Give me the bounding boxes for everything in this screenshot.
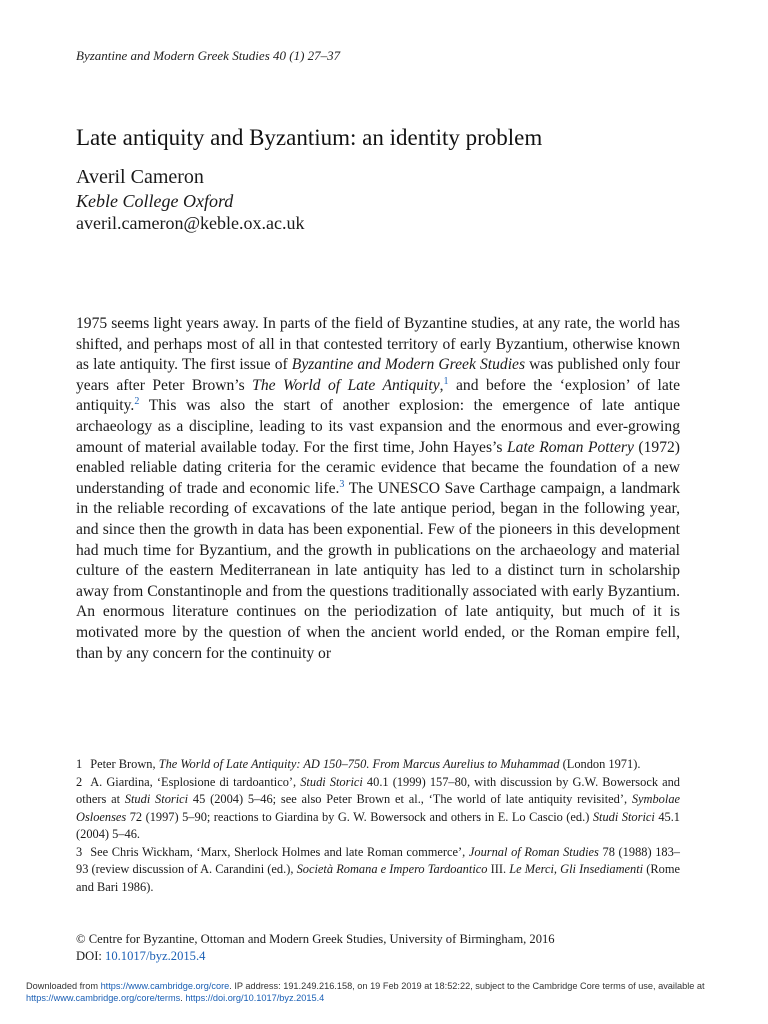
footnote-text: 45.1 (2004) 5–46. [76, 809, 681, 841]
footnote-text: Peter Brown, [90, 757, 159, 771]
doi-line [76, 948, 680, 965]
body-paragraph: 1975 seems light years away. In parts of the field of Byzantine studies, at any rate, the world has shifted, and perhaps most of all in that contested territory of early Byzantium, otherwise known as late antiquity. The first issue of Byzantine and Modern Greek Studies was published only four years after Peter Brown’s The World of Late Antiquity,$^1$ and before the ‘explosion’ of late antiquity.$^2$ This was also the start of another explosion: the emergence of late antique archaeology as a discipline, leading to its vast expansion and the enormous and ever-growing amount of material available today. For the first time, John Hayes’s Late Roman Pottery (1972) enabled reliable dating criteria for the ceramic evidence that became the foundation of a new understanding of trade and economic life.$^3$ The UNESCO Save Carthage campaign, a landmark in the reliable recording of excavations of the late antique period, began in the following year, and since then the growth in data has been exponential. Few of the pioneers in this development had much time for Byzantium, and the growth in publications on the archaeology and material culture of the eastern Mediterranean in late antiquity has led to a distinct turn in scholarship away from Constantinople and from the questions traditionally associated with early Byzantium. An enormous literature continues on the periodization of late antiquity, but much of it is motivated more by the question of when the ancient world ended, or the Roman empire fell, than by any concern for the continuity or [76, 315, 681, 662]
body-italic-run: Late Roman Pottery [506, 438, 634, 456]
download-notice [26, 980, 756, 1004]
footnote-text: A. Giardina, ‘Esplosione di tardoantico’, [90, 774, 301, 789]
journal-reference: Byzantine and Modern Greek Studies 40 (1) 27–37 [76, 48, 341, 63]
footnote-number: 3 [76, 844, 83, 859]
footnote-number: 1 [76, 757, 83, 771]
footnote-text: 40.1 (1999) 157–80, with discussion by G.W. Bowersock and others at [76, 774, 680, 806]
body-italic-run: The World of Late Antiquity [252, 376, 440, 394]
footnote-2 [76, 774, 680, 844]
download-text: . IP address: 191.249.216.158, on 19 Feb 2019 at 18:52:22, subject to the Cambridge Core terms of use, available at [229, 981, 705, 991]
footnote-text: 45 (2004) 5–46; see also Peter Brown et al., ‘The world of late antiquity revisited’, [188, 792, 632, 806]
body-text-run: This was also the start of another explosion: the emergence of late antique archaeology as a discipline, leading to its vast expansion and the enormous and ever-growing amount of material available today. For the first time, John Hayes’s [76, 397, 680, 456]
doi-label: DOI: [76, 949, 106, 963]
body-text-run: 1975 seems light years away. In parts of the field of Byzantine studies, at any rate, the world has shifted, and perhaps most of all in that contested territory of early Byzantium, otherwise known as late antiquity. The first issue of [76, 315, 680, 374]
body-text [76, 314, 680, 664]
footnote-text: 72 (1997) 5–90; reactions to Giardina by G. W. Bowersock and others in E. Lo Cascio (ed.) [126, 809, 593, 824]
footnote-italic: Società Romana e Impero Tardoantico [296, 862, 488, 876]
footnote-text: See Chris Wickham, ‘Marx, Sherlock Holmes and late Roman commerce’, [90, 844, 469, 859]
body-text-run: was published only four years after Peter Brown’s [76, 356, 681, 394]
footnote-ref-3[interactable]: 3 [339, 478, 345, 490]
footnote-text: 78 (1988) 183–93 (review discussion of A. Carandini (ed.), [76, 844, 681, 876]
footnote-text: (Rome and Bari 1986). [76, 862, 681, 894]
footnote-text: III. [487, 862, 510, 876]
footnote-number: 2 [76, 774, 83, 789]
copyright-block [76, 931, 680, 965]
body-text-run: and before the ‘explosion’ of late antiquity. [76, 376, 680, 415]
footnote-italic: Symbolae Osloenses [76, 792, 681, 824]
author-name: Averil Cameron [76, 166, 204, 188]
footnotes [76, 756, 680, 896]
footnote-1 [76, 756, 680, 774]
body-italic-run: Byzantine and Modern Greek Studies [291, 356, 526, 374]
author-affiliation: Keble College Oxford [76, 191, 234, 211]
body-text-run: (1972) enabled reliable dating criteria for the ceramic evidence that became the foundation of a new understanding of trade and economic life. [76, 438, 680, 497]
article-title: Late antiquity and Byzantium: an identity problem [76, 125, 543, 150]
footnote-italic: The World of Late Antiquity: AD 150–750. From Marcus Aurelius to Muhammad [158, 757, 560, 771]
terms-link[interactable]: https://www.cambridge.org/core/terms [26, 993, 181, 1003]
cambridge-core-link[interactable]: https://www.cambridge.org/core [100, 981, 230, 991]
author-email[interactable]: averil.cameron@keble.ox.ac.uk [76, 213, 305, 233]
footnote-italic: Le Merci, Gli Insediamenti [509, 862, 644, 876]
body-text-run: The UNESCO Save Carthage campaign, a landmark in the reliable recording of excavations of the late antique period, began in the following year, and since then the growth in data has been exponential. Few of the pioneers in this development had much time for Byzantium, and the growth in publications on the archaeology and material culture of the eastern Mediterranean in late antiquity has led to a distinct turn in scholarship away from Constantinople and from the questions traditionally associated with early Byzantium. An enormous literature continues on the periodization of late antiquity, but much of it is motivated more by the question of when the ancient world ended, or the Roman empire fell, than by any concern for the continuity or [76, 479, 680, 662]
download-text: . [180, 993, 186, 1003]
doi-url-link[interactable]: https://doi.org/10.1017/byz.2015.4 [185, 993, 325, 1003]
footnote-italic: Studi Storici [592, 809, 655, 824]
footnote-italic: Studi Storici [124, 792, 189, 806]
footnote-3 [76, 844, 680, 897]
download-text: Downloaded from [26, 981, 101, 991]
footnote-italic: Journal of Roman Studies [468, 844, 599, 859]
footnote-text: (London 1971). [559, 757, 641, 771]
doi-link[interactable]: 10.1017/byz.2015.4 [105, 949, 206, 963]
footnote-ref-2[interactable]: 2 [134, 396, 140, 408]
footnote-italic: Studi Storici [300, 774, 363, 789]
footnote-ref-1[interactable]: 1 [443, 375, 449, 387]
copyright-line: © Centre for Byzantine, Ottoman and Modern Greek Studies, University of Birmingham, 2016 [76, 932, 555, 946]
